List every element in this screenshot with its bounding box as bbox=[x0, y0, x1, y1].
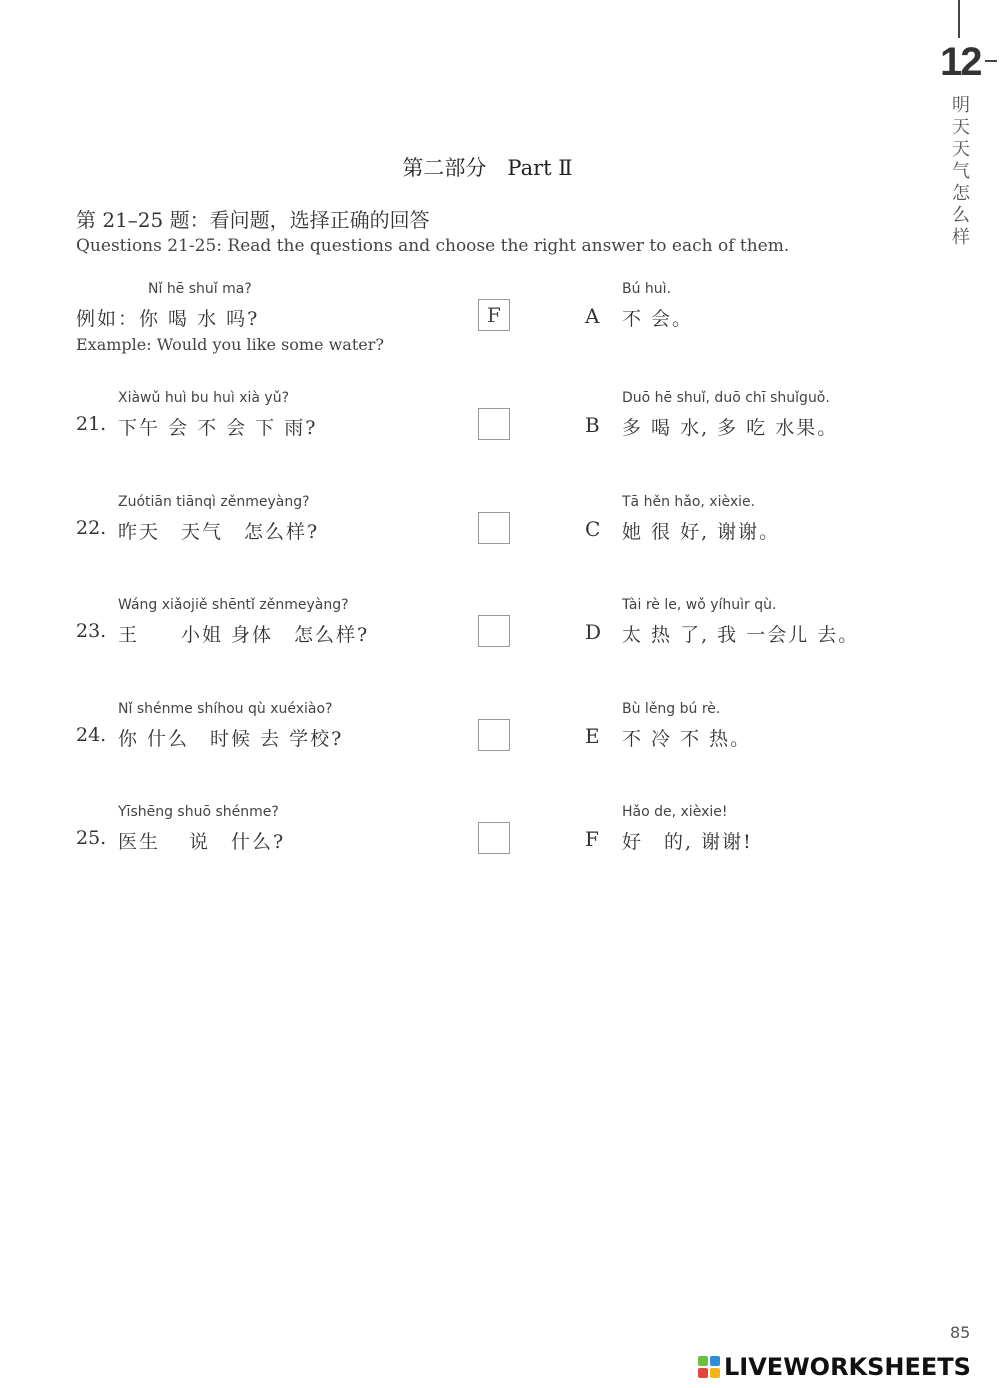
question-pinyin: Wáng xiǎojiě shēntǐ zěnmeyàng? bbox=[118, 597, 349, 613]
example-answer-box: F bbox=[478, 299, 510, 331]
question-text: 下午 会 不 会 下 雨? bbox=[118, 417, 318, 439]
question-pinyin: Xiàwǔ huì bu huì xià yǔ? bbox=[118, 390, 290, 406]
logo-square-yellow bbox=[710, 1368, 720, 1378]
option-letter: C bbox=[585, 517, 601, 541]
option-pinyin: Hǎo de, xièxie! bbox=[622, 804, 728, 820]
option-pinyin: Bù lěng bú rè. bbox=[622, 701, 721, 717]
example-english: Example: Would you like some water? bbox=[76, 335, 384, 354]
logo-square-green bbox=[698, 1356, 708, 1366]
chapter-top-line bbox=[958, 0, 960, 38]
logo-square-blue bbox=[710, 1356, 720, 1366]
question-pinyin: Nǐ shénme shíhou qù xuéxiào? bbox=[118, 701, 333, 717]
option-letter: E bbox=[585, 724, 600, 748]
option-pinyin: Tā hěn hǎo, xièxie. bbox=[622, 494, 756, 510]
answer-box-25[interactable] bbox=[478, 822, 510, 854]
option-letter: D bbox=[585, 620, 602, 644]
option-letter: A bbox=[585, 304, 600, 328]
option-letter: F bbox=[585, 827, 599, 851]
question-number: 25. bbox=[76, 827, 107, 849]
option-pinyin: Tài rè le, wǒ yíhuìr qù. bbox=[622, 597, 777, 613]
answer-box-21[interactable] bbox=[478, 408, 510, 440]
option-text: 好 的, 谢谢! bbox=[622, 831, 753, 853]
option-text: 不 会。 bbox=[622, 308, 694, 330]
option-letter: B bbox=[585, 413, 600, 437]
question-text: 王 小姐 身体 怎么样? bbox=[118, 624, 370, 646]
chapter-dash bbox=[985, 60, 997, 62]
option-text: 多 喝 水, 多 吃 水果。 bbox=[622, 417, 839, 439]
question-text: 昨天 天气 怎么样? bbox=[118, 521, 320, 543]
watermark-text: LIVEWORKSHEETS bbox=[724, 1353, 971, 1381]
option-text: 不 冷 不 热。 bbox=[622, 728, 752, 750]
chapter-number: 12 bbox=[940, 40, 981, 84]
question-number: 21. bbox=[76, 413, 107, 435]
chapter-title: 明天天气怎么样 bbox=[952, 95, 970, 248]
page-number: 85 bbox=[950, 1323, 971, 1342]
liveworksheets-logo-icon bbox=[698, 1356, 720, 1378]
logo-square-red bbox=[698, 1368, 708, 1378]
option-text: 太 热 了, 我 一会儿 去。 bbox=[622, 624, 860, 646]
instructions-chinese: 第 21–25 题：看问题，选择正确的回答 bbox=[76, 208, 430, 232]
instructions-english: Questions 21-25: Read the questions and choose the right answer to each of them. bbox=[76, 236, 790, 256]
answer-box-23[interactable] bbox=[478, 615, 510, 647]
example-question: 例如：你 喝 水 吗? bbox=[76, 308, 260, 330]
answer-box-22[interactable] bbox=[478, 512, 510, 544]
option-text: 她 很 好, 谢谢。 bbox=[622, 521, 781, 543]
option-pinyin: Bú huì. bbox=[622, 281, 672, 297]
section-title: 第二部分 Part Ⅱ bbox=[402, 156, 573, 180]
question-number: 22. bbox=[76, 517, 107, 539]
question-text: 你 什么 时候 去 学校? bbox=[118, 728, 344, 750]
option-pinyin: Duō hē shuǐ, duō chī shuǐguǒ. bbox=[622, 390, 830, 406]
question-number: 23. bbox=[76, 620, 107, 642]
question-text: 医生 说 什么? bbox=[118, 831, 286, 853]
question-pinyin: Zuótiān tiānqì zěnmeyàng? bbox=[118, 494, 310, 510]
question-number: 24. bbox=[76, 724, 107, 746]
example-pinyin: Nǐ hē shuǐ ma? bbox=[148, 281, 252, 297]
question-pinyin: Yīshēng shuō shénme? bbox=[118, 804, 279, 820]
liveworksheets-watermark[interactable] bbox=[698, 1352, 971, 1382]
answer-box-24[interactable] bbox=[478, 719, 510, 751]
